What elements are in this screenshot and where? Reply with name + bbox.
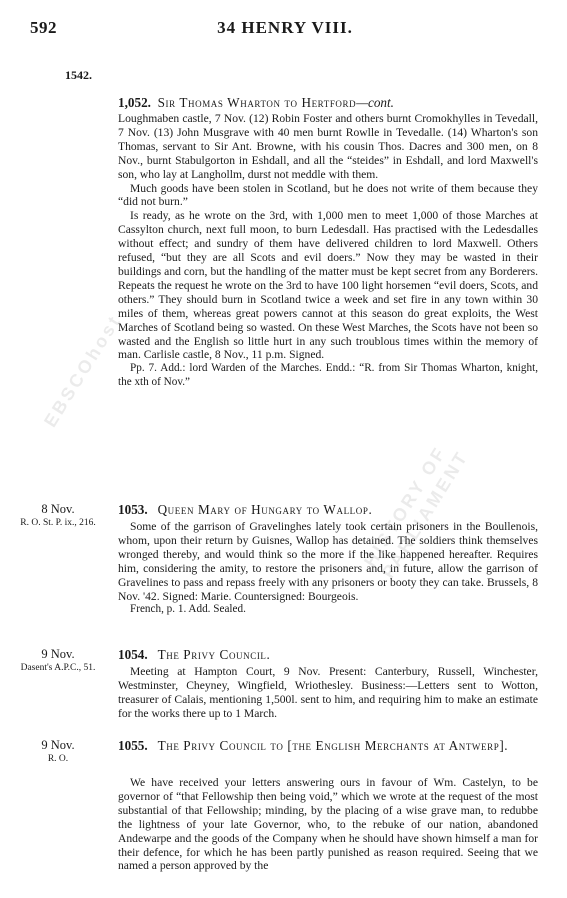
watermark-left: EBSCOhost xyxy=(40,310,126,431)
paragraph: Is ready, as he wrote on the 3rd, with 1,000 men to meet 1,000 of those Marches at Cassylton church, next full moon, to burn Ledesdall. Has practised with the Ledesdalles without effect; and sundry of them have delivered children to lord Maxwell. Others refused, “but they are all Scots and evil doers.” Now they may be wasted in their buildings and corn, but the handling of the matter must be kept secret from any Borderers. Repeats the request he wrote on the 3rd to have 100 light horsemen “evil doers, Scots, and others.” They should burn in Scotland twice a week and set fire in any town within 30 miles of them, whereas great powers cannot at this season do great exploits, the West Marches of Scotland being so wasted. On these West Marches, the Scots have not been so wasted and the English so little hurt in any such troublous times within the memory of man. Carlisle castle, 8 Nov., 11 p.m. Signed. xyxy=(118,209,538,362)
entry-number: 1053. xyxy=(118,502,148,517)
year-marginal: 1542. xyxy=(65,68,92,82)
endorsement-note: French, p. 1. Add. Sealed. xyxy=(130,603,246,616)
entry-title: The Privy Council. xyxy=(157,647,271,662)
entry-title: The Privy Council to [the English Merchants at Antwerp]. xyxy=(157,738,509,753)
margin-note-1053 xyxy=(12,503,104,529)
entry-heading-1053 xyxy=(118,502,538,518)
entry-title: Sir Thomas Wharton to Hertford xyxy=(157,95,357,110)
entry-source: R. O. xyxy=(47,754,69,764)
entry-heading-1055 xyxy=(118,738,538,754)
entry-number: 1054. xyxy=(118,647,148,662)
entry-body-1054 xyxy=(118,665,538,721)
paragraph: Much goods have been stolen in Scotland, but he does not write of them because they “did not burn.” xyxy=(118,181,538,209)
paragraph: Loughmaben castle, 7 Nov. (12) Robin Foster and others burnt Cromokhylles in Tevedall, 7 Nov. (13) John Musgrave with 40 men burnt Rowlle in Tevedalle. (14) Wharton's son Thomas, servant to Sir Ant. Browne, with his cousin Thos. Dacres and 300 men, on 8 Nov., burnt Stabulgorton in Eshdall, and all the “steides” in Eshdall, and lord Maxwell's son, who lay at Langhollm, durst not meddle with them. xyxy=(118,112,538,181)
entry-body-1053 xyxy=(118,520,538,617)
entry-number: 1055. xyxy=(118,738,148,753)
entry-date: 8 Nov. xyxy=(41,502,75,516)
entry-date: 9 Nov. xyxy=(41,738,75,752)
entry-source: Dasent's A.P.C., 51. xyxy=(20,663,96,673)
entry-body-1055 xyxy=(118,776,538,873)
margin-note-1054 xyxy=(12,648,104,674)
entry-body-1052 xyxy=(118,112,538,390)
entry-source: R. O. St. P. ix., 216. xyxy=(20,518,96,528)
paragraph: We have received your letters answering ours in favour of Wm. Castelyn, to be governor of “that Fellowship then being void,” which we wrote at the request of the most substantial of that Fellowship; minding, by the placing of a wise grave man, to redubbe the lightness of your late Governor, who, to the rebuke of our nation, abandoned Andewarpe and the goods of the Company when he should have shown himself a man for their defence, for which he has been partly punished as reason required. Seeing that we named a person approved by the xyxy=(118,776,538,873)
margin-note-1055 xyxy=(12,739,104,765)
page-title: 34 HENRY VIII. xyxy=(217,18,353,37)
page-number: 592 xyxy=(30,18,57,37)
entry-heading-1054 xyxy=(118,647,538,663)
endorsement-note: Pp. 7. Add.: lord Warden of the Marches. Endd.: “R. from Sir Thomas Wharton, knight, the xth of Nov.” xyxy=(118,362,538,389)
paragraph: Some of the garrison of Gravelinghes lately took certain prisoners in the Boullenois, whom, upon their return by Guisnes, Wallop has detained. The soldiers think themselves wronged thereby, and would think so the more if the like happened hereafter. Requires him, considering the amity, to restore the prisoners and, in future, allow the garrison of Gravelines to pass and repass freely with any prisoners or booty they can take. Brussels, 8 Nov. '42. Signed: Marie. Countersigned: Bourgeois. xyxy=(118,520,538,603)
entry-title: Queen Mary of Hungary to Wallop. xyxy=(157,502,373,517)
paragraph: Meeting at Hampton Court, 9 Nov. Present: Canterbury, Russell, Winchester, Westminster, Cheyney, Wingfield, Wriothesley. Business:—Letters sent to Wotton, treasurer of Calais, mentioning 1,500l. sent to him, and requiring him to make an estimate for the works there up to 1 March. xyxy=(118,665,538,720)
running-head xyxy=(30,18,540,42)
watermark-right: HISTORY OF PARLIAMENT xyxy=(360,442,473,582)
entry-number: 1,052. xyxy=(118,95,151,110)
entry-heading-1052 xyxy=(118,95,538,111)
entry-title-suffix: —cont. xyxy=(356,95,394,110)
entry-date: 9 Nov. xyxy=(41,647,75,661)
